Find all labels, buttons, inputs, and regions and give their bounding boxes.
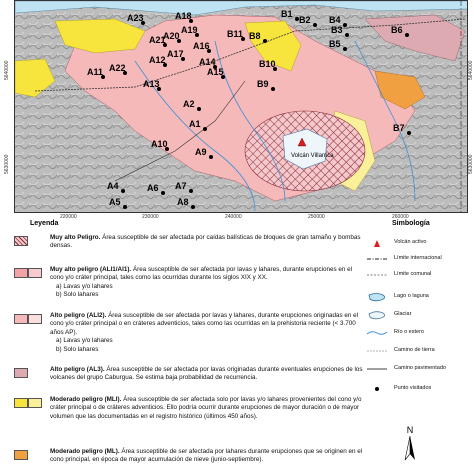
sampling-point-a6 xyxy=(161,191,165,195)
north-label: N xyxy=(406,425,414,435)
legend-swatch-hatch xyxy=(14,236,28,246)
legend-bold: Muy alto Peligro. xyxy=(50,234,101,241)
sampling-point-label: A22 xyxy=(109,63,126,73)
symbol-label: Glaciar xyxy=(394,311,412,317)
legend-text xyxy=(50,448,366,465)
symbol-label: Volcán activo xyxy=(394,239,427,245)
sampling-point-label: A1 xyxy=(189,119,201,129)
sampling-point-a2 xyxy=(197,107,201,111)
sampling-point-b4 xyxy=(343,23,347,27)
sampling-point-label: A5 xyxy=(109,197,121,207)
lon-tick: 240000 xyxy=(225,214,242,220)
symbol-label: Río o estero xyxy=(394,329,424,335)
legend-swatch xyxy=(14,368,28,378)
symbol-visited-point xyxy=(366,384,472,394)
hazard-map xyxy=(14,0,468,213)
sampling-point-label: A2 xyxy=(183,99,195,109)
legend-bold: Moderado peligro (ML). xyxy=(50,448,120,455)
legend-text xyxy=(50,366,366,383)
legend-bold: Moderado peligro (MLI). xyxy=(50,396,122,403)
map-canvas xyxy=(15,1,468,213)
sampling-point-label: A8 xyxy=(177,197,189,207)
sampling-point-label: A9 xyxy=(195,147,207,157)
river-line-icon xyxy=(366,328,388,338)
symbol-label: Límite internacional xyxy=(394,255,442,261)
sampling-point-label: A17 xyxy=(167,49,184,59)
legend-sub: b) Solo lahares xyxy=(56,345,99,353)
legend-entry-muy-alto-balistico xyxy=(8,234,368,260)
dirt-road-line-icon xyxy=(366,346,388,356)
sampling-point-label: A19 xyxy=(181,25,198,35)
legend-swatch-b xyxy=(28,314,42,324)
sampling-point-label: A16 xyxy=(193,41,210,51)
legend-bold: Alto peligro (ALI2). xyxy=(50,312,107,319)
sampling-point-a1 xyxy=(203,127,207,131)
lat-tick: 5640000 xyxy=(468,60,474,80)
legend-sub: a) Lavas y/o lahares xyxy=(56,282,113,290)
legend-swatch-b xyxy=(28,398,42,408)
triangle-red-icon xyxy=(366,238,388,248)
lon-tick: 230000 xyxy=(142,214,159,220)
lat-tick: 5640000 xyxy=(4,60,10,80)
symbol-paved-road xyxy=(366,364,472,374)
sampling-point-label: B1 xyxy=(281,9,293,19)
legend-desc: Área susceptible de ser afectada por lavas y lahares, durante erupciones en el cono y/o cráter principal, tales como las ocurridas durante los siglos XIX y XX. xyxy=(50,266,353,282)
symbol-lake xyxy=(366,292,472,302)
paved-road-line-icon xyxy=(366,364,388,374)
legend-entry-muy-alto-ali1 xyxy=(8,266,368,308)
sampling-point-b9 xyxy=(271,87,275,91)
sampling-point-label: B4 xyxy=(329,15,341,25)
symbol-label: Camino pavimentado xyxy=(394,365,446,371)
sampling-point-label: A15 xyxy=(207,67,224,77)
legend-desc: Área susceptible de ser afectada por lavas originadas durante eventuales erupciones de los volcanes del grupo Caburgua. Se estima baja probabilidad de recurrencia. xyxy=(50,366,363,382)
symbol-label: Punto visitados xyxy=(394,385,432,391)
dash-dot-line-icon xyxy=(366,254,388,264)
sampling-point-b8 xyxy=(263,39,267,43)
symbol-label: Lago o laguna xyxy=(394,293,429,299)
legend-desc: Área susceptible de ser afectada por lahares durante erupciones que se originen en el cono principal, en época de mayor acumulación de nieve (junio-septiembre). xyxy=(50,448,363,464)
sampling-point-b6 xyxy=(405,33,409,37)
sampling-point-b7 xyxy=(407,131,411,135)
sampling-point-label: B5 xyxy=(329,39,341,49)
legend-text xyxy=(50,234,366,251)
legend-entry-alto-al3 xyxy=(8,366,368,390)
symbol-dirt-road xyxy=(366,346,472,356)
symbology-title: Simbología xyxy=(392,220,430,227)
sampling-point-label: A4 xyxy=(107,181,119,191)
symbol-commune-boundary xyxy=(366,270,472,280)
lat-tick: 5630000 xyxy=(468,154,474,174)
lon-tick: 260000 xyxy=(392,214,409,220)
legend-text xyxy=(50,396,366,421)
sampling-point-a9 xyxy=(209,155,213,159)
sampling-point-b3 xyxy=(345,33,349,37)
sampling-point-label: A20 xyxy=(163,31,180,41)
sampling-point-label: A21 xyxy=(149,35,166,45)
sampling-point-a7 xyxy=(189,189,193,193)
legend-desc: Área susceptible de ser afectada por caídas balísticas de bloques de gran tamaño y bombas densas. xyxy=(50,234,361,250)
legend-entry-moderado-mli xyxy=(8,396,368,430)
volcano-label: Volcán Villarrica xyxy=(291,153,334,159)
sampling-point-label: A7 xyxy=(175,181,187,191)
legend-sub: a) Lavas y/o lahares xyxy=(56,337,113,345)
sampling-point-label: A10 xyxy=(151,139,168,149)
legend-swatch xyxy=(14,450,28,460)
legend-swatch-a xyxy=(14,398,28,408)
sampling-point-label: A6 xyxy=(147,183,159,193)
sampling-point-label: B10 xyxy=(259,59,276,69)
sampling-point-b5 xyxy=(343,47,347,51)
sampling-point-label: A18 xyxy=(175,11,192,21)
symbol-label: Límite comunal xyxy=(394,271,432,277)
lon-tick: 220000 xyxy=(60,214,77,220)
glacier-polygon-icon xyxy=(366,310,388,320)
legend-text xyxy=(50,266,366,300)
sampling-point-label: B8 xyxy=(249,31,261,41)
sampling-point-label: A23 xyxy=(127,13,144,23)
symbol-river xyxy=(366,328,472,338)
symbol-glacier xyxy=(366,310,472,320)
sampling-point-a4 xyxy=(121,189,125,193)
lake-polygon-icon xyxy=(366,292,388,302)
legend-sub: b) Solo lahares xyxy=(56,291,99,299)
legend-swatch-a xyxy=(14,268,28,278)
north-arrow-icon xyxy=(400,424,420,464)
lat-tick: 5630000 xyxy=(4,154,10,174)
legend-swatch-b xyxy=(28,268,42,278)
sampling-point-label: B6 xyxy=(391,25,403,35)
sampling-point-label: A14 xyxy=(199,57,216,67)
symbol-volcano xyxy=(366,238,472,248)
sampling-point-b2 xyxy=(313,23,317,27)
lon-tick: 250000 xyxy=(308,214,325,220)
legend-swatch-a xyxy=(14,314,28,324)
sampling-point-label: A11 xyxy=(87,67,104,77)
legend-bold: Alto peligro (AL3). xyxy=(50,366,105,373)
sampling-point-label: A12 xyxy=(149,55,166,65)
sampling-point-a8 xyxy=(191,205,195,209)
dashed-line-icon xyxy=(366,270,388,280)
sampling-point-label: B3 xyxy=(331,25,343,35)
black-dot-icon xyxy=(366,384,388,394)
legend-desc: Área susceptible de ser afectada solo por lavas y/o lahares provenientes del cono y/o cráter principal o de cráteres adventicios. Ello podría ocurrir durante erupciones de mayor duración o de mayor volumen que las documentadas en el registro histórico (últimos 450 años). xyxy=(50,396,362,420)
legend-bold: Muy alto peligro (ALI1/AI1). xyxy=(50,266,132,273)
legend-entry-alto-ali2 xyxy=(8,312,368,360)
sampling-point-label: B11 xyxy=(227,29,244,39)
sampling-point-label: B7 xyxy=(393,123,405,133)
sampling-point-label: B9 xyxy=(257,79,269,89)
legend-desc: Área susceptible de ser afectada por lavas y lahares, durante erupciones originadas en el cono y/o cráter principal o en cráteres adventicios, tales como las ocurridas en la prehistoria reciente (< 3.700 años AP). xyxy=(50,312,359,336)
legend-text xyxy=(50,312,366,354)
symbol-intl-boundary xyxy=(366,254,472,264)
sampling-point-label: A13 xyxy=(143,79,160,89)
legend-title: Leyenda xyxy=(30,220,59,227)
legend-entry-moderado-ml xyxy=(8,448,368,472)
sampling-point-label: B2 xyxy=(299,15,311,25)
sampling-point-a5 xyxy=(123,205,127,209)
symbol-label: Camino de tierra xyxy=(394,347,435,353)
